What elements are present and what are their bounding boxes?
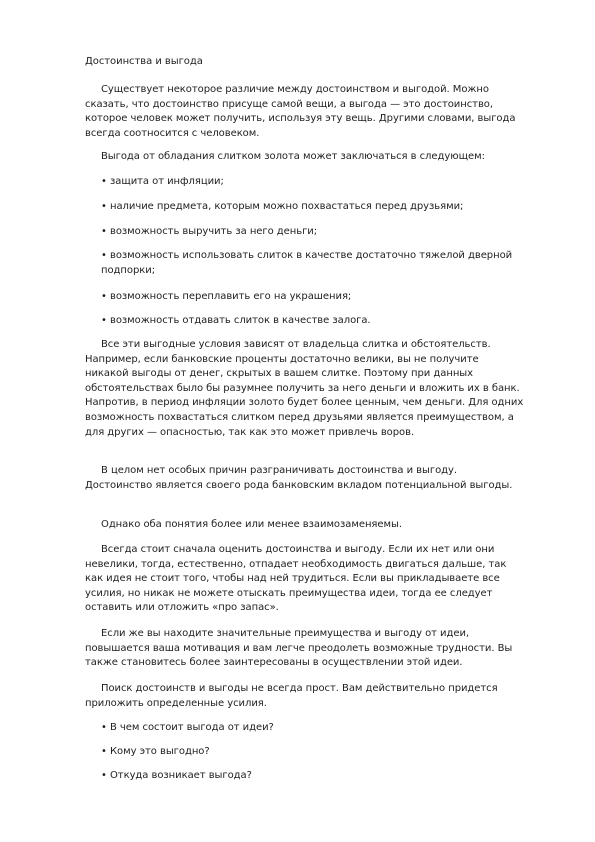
bullet-melt: • возможность переплавить его на украшения; (101, 291, 352, 302)
paragraph-evaluate: Всегда стоит сначала оценить достоинства и выгоду. Если их нет или они невелики, тогда, естественно, отпадает необходимость двигаться дальше, так как идея не стоит того, чтобы над ней трудиться. Если вы прикладываете все усилия, но никак не можете отыскать преимущества идеи, тогда ее следует оставить или отложить «про запас». (85, 544, 507, 614)
paragraph-circumstances: Все эти выгодные условия зависят от владельца слитка и обстоятельств. Например, если банковские проценты достаточно велики, вы не получите никакой выгоды от денег, скрытых в вашем слитке. Поэтому при данных обстоятельствах было бы разумнее получить за него деньги и вложить их в банк. Напротив, в период инфляции золото будет более ценным, чем деньги. Для одних возможность похвастаться слитком перед друзьями является преимуществом, а для других — опасностью, так как это может привлечь воров. (85, 339, 524, 438)
paragraph-no-distinction: В целом нет особых причин разграничивать достоинства и выгоду. Достоинство является своего рода банковским вкладом потенциальной выгоды. (85, 465, 513, 491)
paragraph-interchangeable: Однако оба понятия более или менее взаимозаменяемы. (101, 519, 402, 530)
bullet-boast: • наличие предмета, которым можно похвастаться перед друзьями; (101, 201, 464, 212)
bullet-doorstop: • возможность использовать слиток в качестве достаточно тяжелой дверной подпорки; (101, 250, 513, 276)
paragraph-intro: Существует некоторое различие между достоинством и выгодой. Можно сказать, что достоинство присуще самой вещи, а выгода — это достоинство, которое человек может получить, используя эту вещь. Другими словами, выгода всегда соотносится с человеком. (85, 84, 516, 139)
paragraph-gold-benefits: Выгода от обладания слитком золота может заключаться в следующем: (101, 151, 485, 162)
bullet-question-what: • В чем состоит выгода от идеи? (101, 722, 274, 733)
document-title: Достоинства и выгода (85, 56, 203, 67)
bullet-collateral: • возможность отдавать слиток в качестве залога. (101, 315, 371, 326)
bullet-inflation: • защита от инфляции; (101, 176, 224, 187)
bullet-question-where: • Откуда возникает выгода? (101, 770, 252, 781)
bullet-question-who: • Кому это выгодно? (101, 746, 210, 757)
paragraph-effort: Поиск достоинств и выгоды не всегда прост. Вам действительно придется приложить определенные усилия. (85, 683, 498, 709)
paragraph-motivation: Если же вы находите значительные преимущества и выгоду от идеи, повышается ваша мотивация и вам легче преодолеть возможные трудности. Вы также становитесь более заинтересованы в осуществлении этой идеи. (85, 628, 513, 669)
bullet-sell: • возможность выручить за него деньги; (101, 226, 318, 237)
